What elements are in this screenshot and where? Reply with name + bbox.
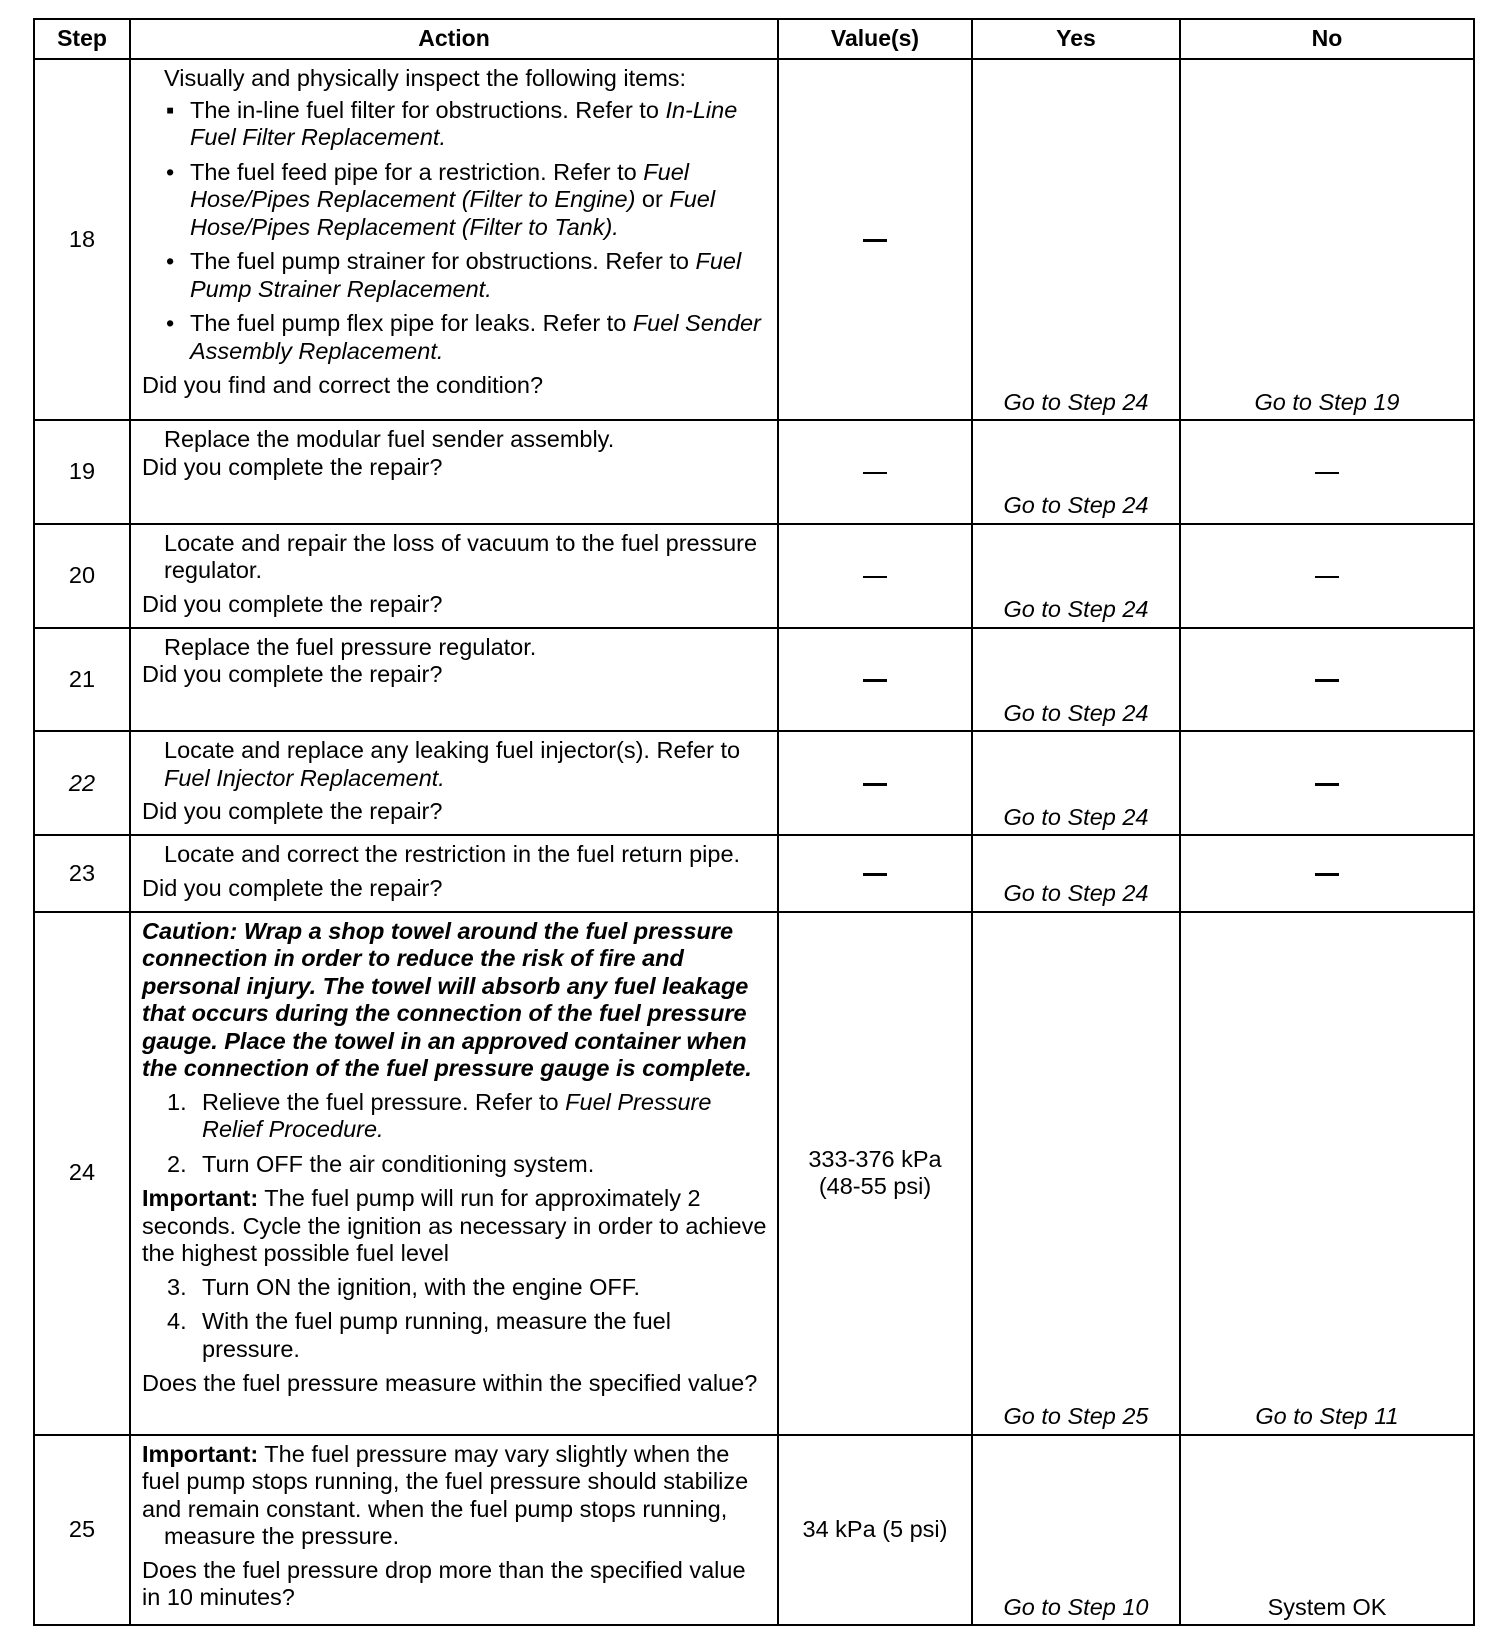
action-cell: [130, 835, 778, 911]
no-cell: [1180, 731, 1474, 835]
list-item: • The fuel feed pipe for a restriction. Refer to Fuel Hose/Pipes Replacement (Filter to Engine) or Fuel Hose/Pipes Replacement (Filter to Tank).: [190, 159, 769, 242]
table-row-step-24: [34, 912, 1474, 1435]
action-question: Did you complete the repair?: [142, 590, 443, 617]
value-cell: [778, 59, 972, 420]
no-cell: System OK: [1180, 1435, 1474, 1625]
dash: [863, 873, 887, 876]
value-cell: [778, 420, 972, 524]
no-cell: Go to Step 19: [1180, 59, 1474, 420]
no-cell: [1180, 628, 1474, 732]
yes-cell: Go to Step 24: [972, 835, 1180, 911]
list-item: ▪ The in-line fuel filter for obstructions. Refer to In-Line Fuel Filter Replacement.: [190, 97, 769, 152]
yes-cell: Go to Step 25: [972, 912, 1180, 1435]
list-item: 1. Relieve the fuel pressure. Refer to Fuel Pressure Relief Procedure.: [167, 1088, 712, 1143]
dash: [1315, 576, 1339, 579]
step-number: 25: [34, 1435, 130, 1625]
value-cell: [778, 628, 972, 732]
table-row-step-20: [34, 524, 1474, 628]
yes-cell: Go to Step 24: [972, 731, 1180, 835]
dash: [1315, 679, 1339, 682]
yes-cell: Go to Step 24: [972, 524, 1180, 628]
table-row-step-18: [34, 59, 1474, 420]
header-action: Action: [130, 19, 778, 59]
dash: [1315, 873, 1339, 876]
yes-cell: Go to Step 24: [972, 59, 1180, 420]
action-text: Locate and repair the loss of vacuum to the fuel pressure regulator.: [164, 529, 758, 584]
table-row-step-22: [34, 731, 1474, 835]
dash: [1315, 472, 1339, 475]
list-item: 3. Turn ON the ignition, with the engine OFF.: [167, 1273, 641, 1300]
yes-cell: Go to Step 24: [972, 628, 1180, 732]
header-yes: Yes: [972, 19, 1180, 59]
dash: [863, 679, 887, 682]
important-note: Important: The fuel pressure may vary slightly when the fuel pump stops running, the fuel pressure should stabilize and remain constant. when the fuel pump stops running,: [142, 1440, 749, 1522]
action-text: Replace the fuel pressure regulator.: [164, 633, 537, 660]
list-item: 4. With the fuel pump running, measure the fuel pressure.: [167, 1308, 671, 1362]
action-text: Locate and replace any leaking fuel injector(s). Refer to Fuel Injector Replacement.: [164, 737, 741, 791]
value-cell: 34 kPa (5 psi): [778, 1435, 972, 1625]
caution-note: Caution: Wrap a shop towel around the fuel pressure connection in order to reduce the risk of fire and personal injury. The towel will absorb any fuel leakage that occurs during the connection of the fuel pressure gauge. Place the towel in an approved container when the connection of the fuel pressure gauge is complete.: [142, 917, 752, 1082]
dash: [863, 576, 887, 579]
action-intro: Visually and physically inspect the following items:: [164, 65, 687, 91]
value-cell: [778, 912, 972, 1435]
list-item: • The fuel pump strainer for obstructions. Refer to Fuel Pump Strainer Replacement.: [190, 248, 769, 303]
action-cell: [130, 731, 778, 835]
table-row-step-25: [34, 1435, 1474, 1625]
diagnostic-table: [33, 18, 1475, 1626]
step-number: 19: [34, 420, 130, 524]
value-cell: [778, 835, 972, 911]
yes-cell: Go to Step 10: [972, 1435, 1180, 1625]
value-cell: [778, 524, 972, 628]
step-number: 21: [34, 628, 130, 732]
procedure-list: [142, 1089, 769, 1179]
step-number: 23: [34, 835, 130, 911]
important-note: Important: The fuel pump will run for approximately 2 seconds. Cycle the ignition as necessary in order to achieve the highest possible fuel level: [142, 1185, 767, 1267]
procedure-list-continued: [142, 1274, 769, 1364]
header-row: [34, 19, 1474, 59]
step-number: 18: [34, 59, 130, 420]
action-question: Did you find and correct the condition?: [142, 372, 544, 398]
action-text: Locate and correct the restriction in the fuel return pipe.: [164, 841, 741, 868]
action-cell: [130, 1435, 778, 1625]
value-kpa: 333-376 kPa: [808, 1145, 942, 1172]
no-cell: Go to Step 11: [1180, 912, 1474, 1435]
inspection-list: [142, 97, 769, 366]
dash: [1315, 783, 1339, 786]
action-question: Did you complete the repair?: [142, 661, 443, 688]
table-row-step-23: [34, 835, 1474, 911]
action-question: Does the fuel pressure measure within the specified value?: [142, 1370, 758, 1397]
action-question: Did you complete the repair?: [142, 798, 443, 825]
action-cell: [130, 628, 778, 732]
no-cell: [1180, 835, 1474, 911]
action-question: Does the fuel pressure drop more than the specified value in 10 minutes?: [142, 1556, 746, 1611]
action-text: Replace the modular fuel sender assembly.: [164, 426, 615, 453]
header-no: No: [1180, 19, 1474, 59]
yes-cell: Go to Step 24: [972, 420, 1180, 524]
dash: [863, 783, 887, 786]
action-cell: [130, 59, 778, 420]
list-item: • The fuel pump flex pipe for leaks. Refer to Fuel Sender Assembly Replacement.: [190, 310, 769, 365]
header-step: Step: [34, 19, 130, 59]
header-values: Value(s): [778, 19, 972, 59]
action-question: Did you complete the repair?: [142, 874, 443, 901]
step-number: 20: [34, 524, 130, 628]
procedure-document: [33, 18, 1473, 1626]
important-note-tail: measure the pressure.: [164, 1523, 400, 1550]
no-cell: [1180, 420, 1474, 524]
table-row-step-21: [34, 628, 1474, 732]
list-item: 2. Turn OFF the air conditioning system.: [167, 1150, 595, 1177]
no-cell: [1180, 524, 1474, 628]
action-cell: [130, 420, 778, 524]
action-cell: [130, 912, 778, 1435]
value-cell: [778, 731, 972, 835]
dash: [863, 239, 887, 242]
action-question: Did you complete the repair?: [142, 453, 443, 480]
step-number: 22: [34, 731, 130, 835]
dash: [863, 472, 887, 475]
action-cell: [130, 524, 778, 628]
value-psi: (48-55 psi): [818, 1173, 932, 1200]
step-number: 24: [34, 912, 130, 1435]
table-row-step-19: [34, 420, 1474, 524]
